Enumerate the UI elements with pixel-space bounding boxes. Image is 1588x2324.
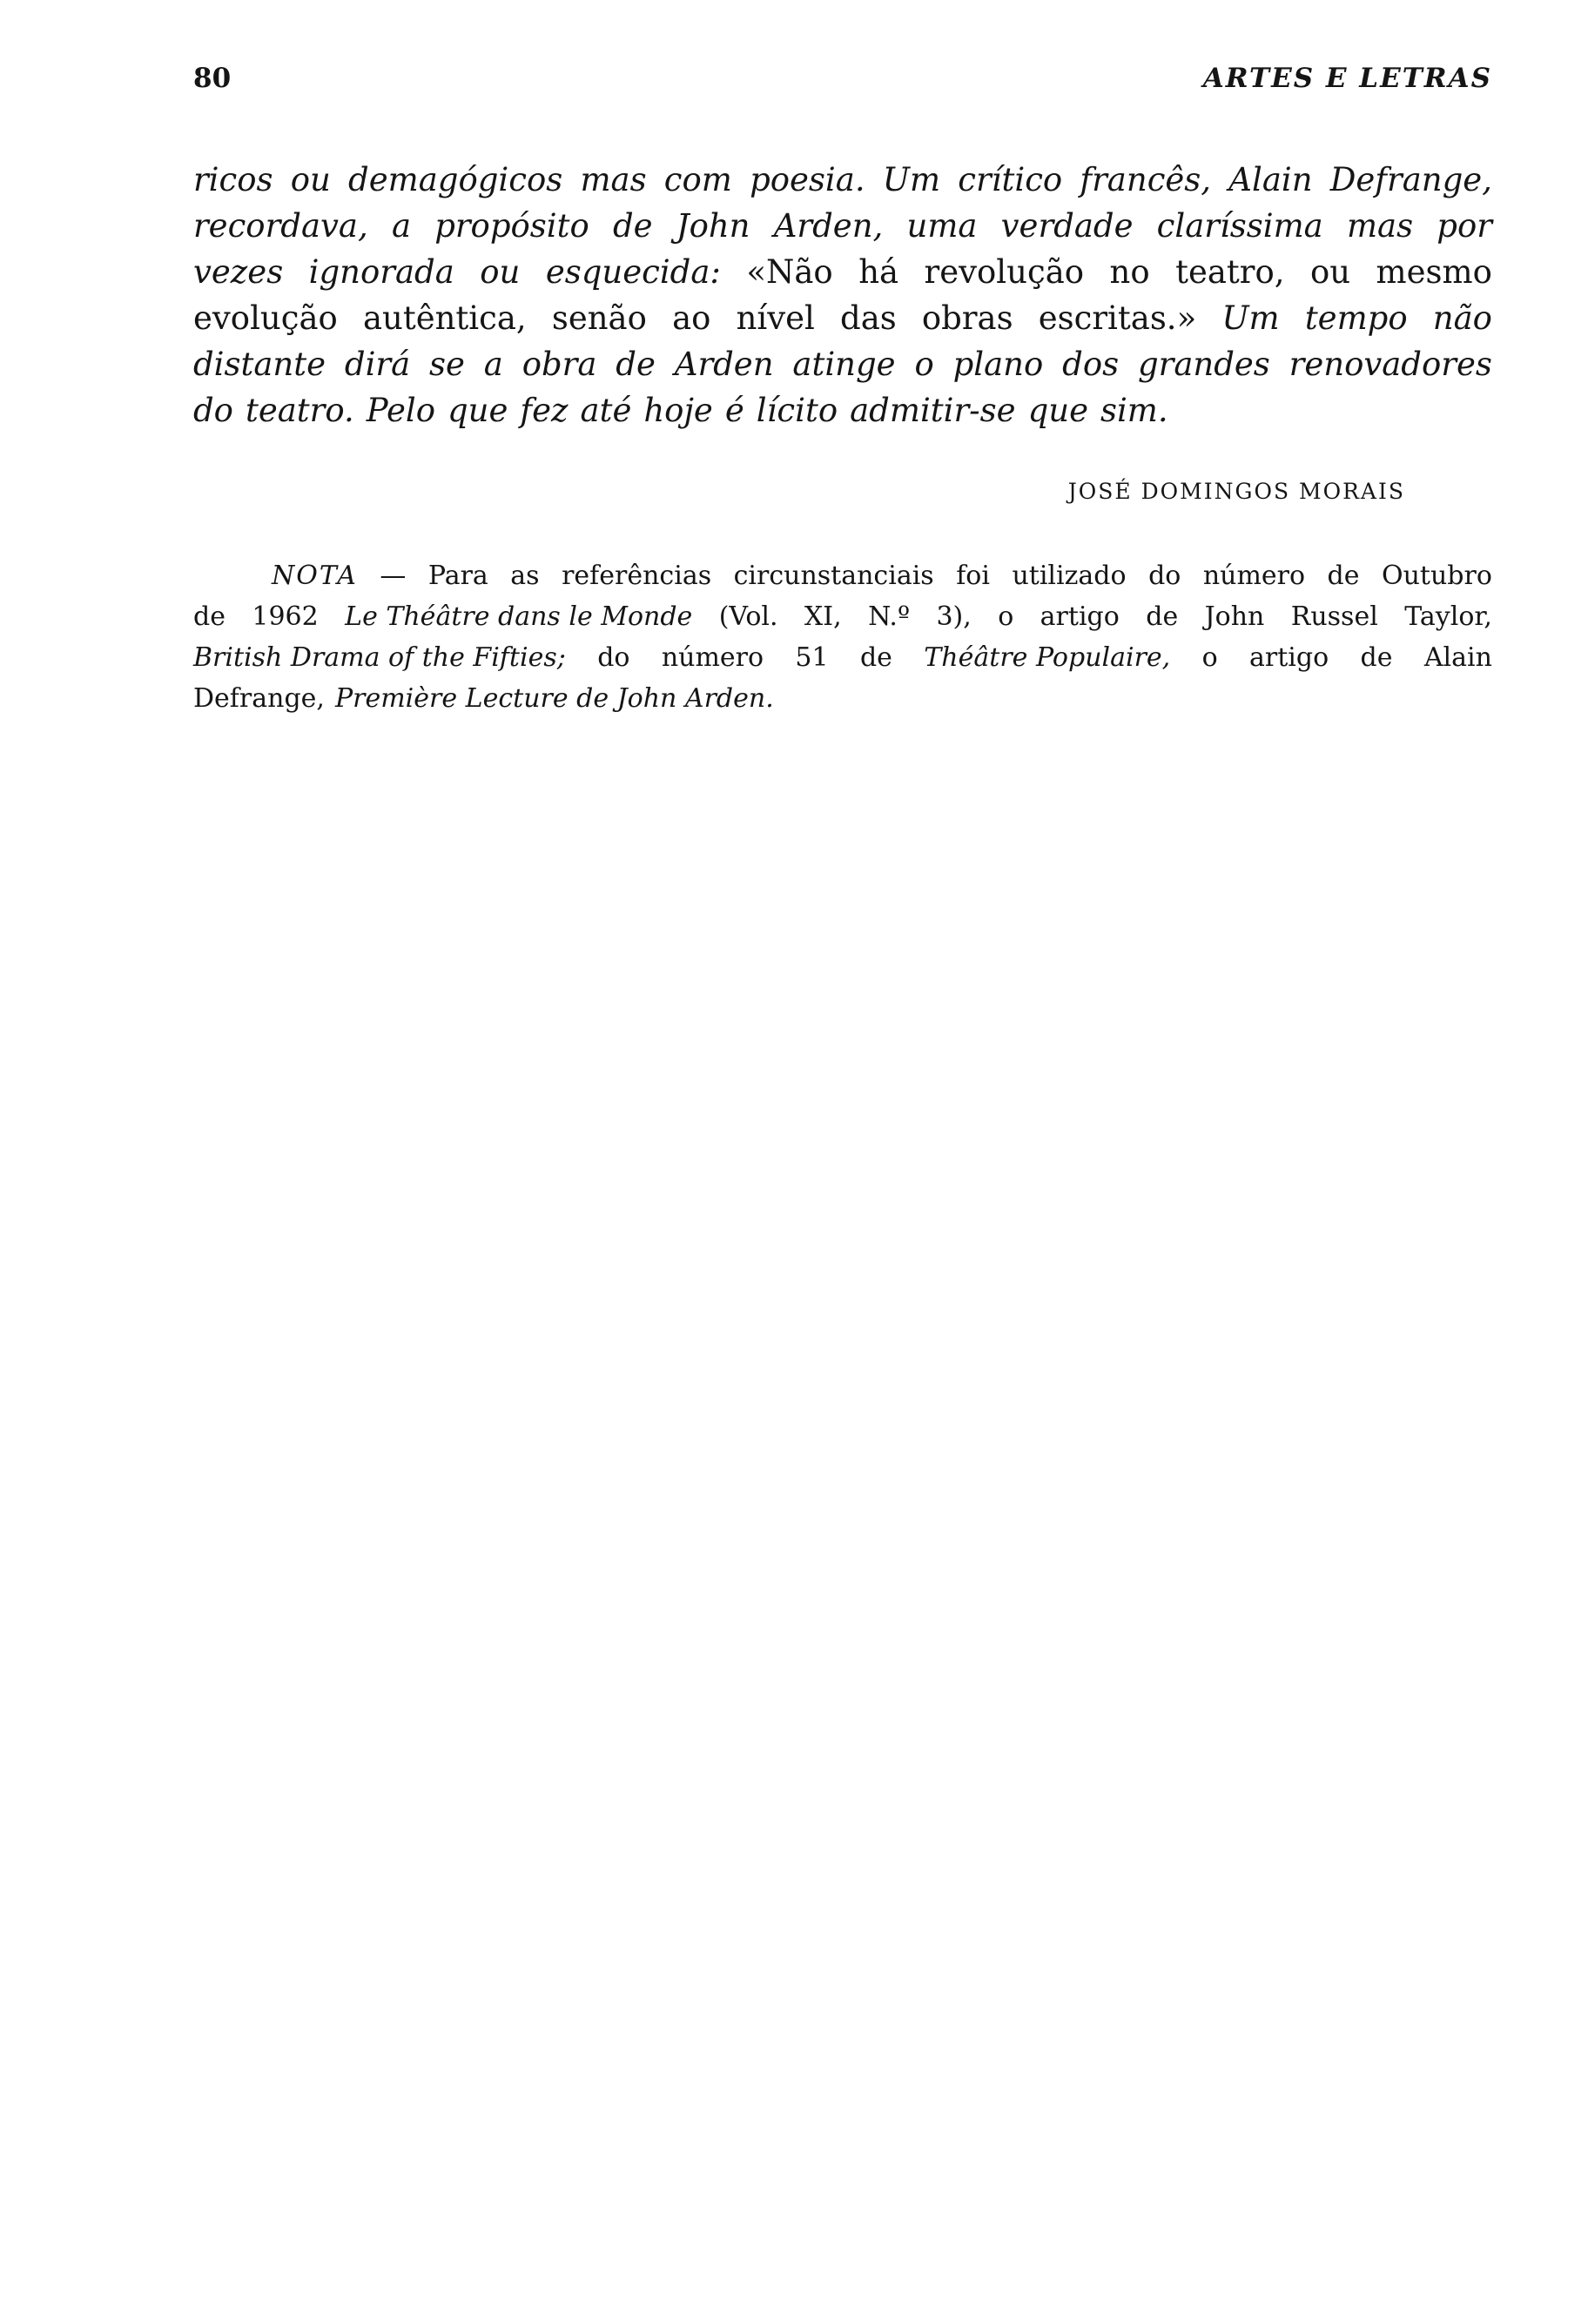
word: teatro. bbox=[245, 392, 354, 429]
word: de bbox=[616, 346, 656, 383]
word: se bbox=[429, 346, 465, 383]
word: de bbox=[612, 207, 653, 245]
word: mesmo bbox=[1376, 253, 1492, 291]
word: Pelo bbox=[366, 392, 435, 429]
word: «Não bbox=[746, 253, 833, 291]
word: NOTA bbox=[272, 561, 358, 591]
word: dos bbox=[1062, 346, 1120, 383]
word: poesia. bbox=[750, 161, 865, 198]
word: N.º bbox=[868, 601, 911, 632]
word: francês, bbox=[1080, 161, 1212, 198]
running-head bbox=[193, 63, 1492, 101]
word: com bbox=[663, 161, 732, 198]
word: demagógicos bbox=[348, 161, 563, 198]
word: sim. bbox=[1100, 392, 1168, 429]
word: no bbox=[1109, 253, 1150, 291]
word: esquecida: bbox=[545, 253, 721, 291]
word: obra bbox=[521, 346, 597, 383]
word: British Drama of the Fifties; bbox=[193, 642, 566, 673]
word: artigo bbox=[1249, 642, 1329, 673]
word: senão bbox=[551, 299, 647, 337]
word: o bbox=[914, 346, 934, 383]
word: foi bbox=[956, 561, 990, 591]
word: há bbox=[858, 253, 899, 291]
word: Le Théâtre dans le Monde bbox=[345, 601, 693, 632]
word: de bbox=[1146, 601, 1179, 632]
word: Taylor, bbox=[1404, 601, 1492, 632]
article-line bbox=[193, 387, 1492, 433]
word: ou bbox=[1309, 253, 1351, 291]
word: as bbox=[510, 561, 540, 591]
word: que bbox=[1027, 392, 1088, 429]
word: Alain bbox=[1423, 642, 1492, 673]
note-line bbox=[193, 678, 1492, 719]
word: grandes bbox=[1137, 346, 1270, 383]
word: utilizado bbox=[1012, 561, 1127, 591]
word: de bbox=[859, 642, 892, 673]
word: John bbox=[676, 207, 750, 245]
word: a bbox=[483, 346, 503, 383]
word: Para bbox=[427, 561, 488, 591]
word: teatro, bbox=[1175, 253, 1285, 291]
word: mas bbox=[580, 161, 647, 198]
word: Théâtre Populaire, bbox=[924, 642, 1171, 673]
note-line bbox=[193, 637, 1492, 678]
word: 3), bbox=[936, 601, 972, 632]
word: referências bbox=[562, 561, 712, 591]
word: John bbox=[1204, 601, 1265, 632]
word: revolução bbox=[924, 253, 1085, 291]
word: do bbox=[1148, 561, 1181, 591]
word: Um bbox=[882, 161, 941, 198]
word: vezes bbox=[193, 253, 284, 291]
word: ricos bbox=[193, 161, 273, 198]
word: tempo bbox=[1304, 299, 1408, 337]
word: mas bbox=[1346, 207, 1414, 245]
word: número bbox=[1202, 561, 1306, 591]
word: crítico bbox=[958, 161, 1063, 198]
word: número bbox=[661, 642, 764, 673]
word: Alain bbox=[1228, 161, 1313, 198]
word: a bbox=[391, 207, 411, 245]
word: artigo bbox=[1040, 601, 1120, 632]
word: Outubro bbox=[1382, 561, 1492, 591]
word: de bbox=[1360, 642, 1393, 673]
word: (Vol. bbox=[718, 601, 778, 632]
word: Defrange, bbox=[1329, 161, 1492, 198]
word: de bbox=[193, 601, 225, 632]
word: escritas.» bbox=[1038, 299, 1197, 337]
word: lícito bbox=[756, 392, 838, 429]
word: Arden, bbox=[773, 207, 884, 245]
word: não bbox=[1432, 299, 1492, 337]
footnote bbox=[193, 555, 1492, 719]
word: ou bbox=[480, 253, 521, 291]
note-line bbox=[193, 596, 1492, 637]
word: verdade bbox=[1000, 207, 1134, 245]
word: distante bbox=[193, 346, 326, 383]
word: Russel bbox=[1290, 601, 1378, 632]
word: uma bbox=[906, 207, 978, 245]
word: por bbox=[1437, 207, 1492, 245]
article-line bbox=[193, 295, 1492, 341]
word: — bbox=[380, 561, 407, 591]
word: ou bbox=[290, 161, 331, 198]
article-line bbox=[193, 157, 1492, 203]
word: 1962 bbox=[252, 601, 319, 632]
word: Première Lecture de John Arden. bbox=[334, 683, 774, 714]
word: até bbox=[580, 392, 632, 429]
word: que bbox=[447, 392, 508, 429]
word: XI, bbox=[804, 601, 842, 632]
author-signature: JOSÉ DOMINGOS MORAIS bbox=[1067, 479, 1405, 504]
word: claríssima bbox=[1156, 207, 1323, 245]
note-line bbox=[193, 555, 1492, 596]
word: autêntica, bbox=[362, 299, 527, 337]
word: Um bbox=[1221, 299, 1280, 337]
journal-title: ARTES E LETRAS bbox=[1202, 63, 1492, 94]
article-paragraph bbox=[193, 157, 1492, 433]
article-line bbox=[193, 249, 1492, 295]
word: nível bbox=[736, 299, 815, 337]
word: das bbox=[840, 299, 897, 337]
article-line bbox=[193, 341, 1492, 387]
word: admitir-se bbox=[850, 392, 1016, 429]
word: dirá bbox=[344, 346, 411, 383]
word: Arden bbox=[674, 346, 774, 383]
word: fez bbox=[520, 392, 569, 429]
word: o bbox=[998, 601, 1014, 632]
word: o bbox=[1201, 642, 1218, 673]
word: evolução bbox=[193, 299, 338, 337]
page-number: 80 bbox=[193, 63, 232, 94]
word: renovadores bbox=[1289, 346, 1492, 383]
word: circunstanciais bbox=[733, 561, 934, 591]
word: ao bbox=[672, 299, 711, 337]
word: de bbox=[1327, 561, 1360, 591]
word: do bbox=[193, 392, 233, 429]
word: propósito bbox=[434, 207, 589, 245]
word: é bbox=[724, 392, 744, 429]
word: recordava, bbox=[193, 207, 368, 245]
word: obras bbox=[921, 299, 1013, 337]
word: do bbox=[597, 642, 630, 673]
word: atinge bbox=[792, 346, 896, 383]
article-line bbox=[193, 203, 1492, 249]
word: plano bbox=[952, 346, 1044, 383]
word: 51 bbox=[795, 642, 829, 673]
word: ignorada bbox=[308, 253, 454, 291]
word: hoje bbox=[643, 392, 713, 429]
word: Defrange, bbox=[193, 683, 325, 714]
